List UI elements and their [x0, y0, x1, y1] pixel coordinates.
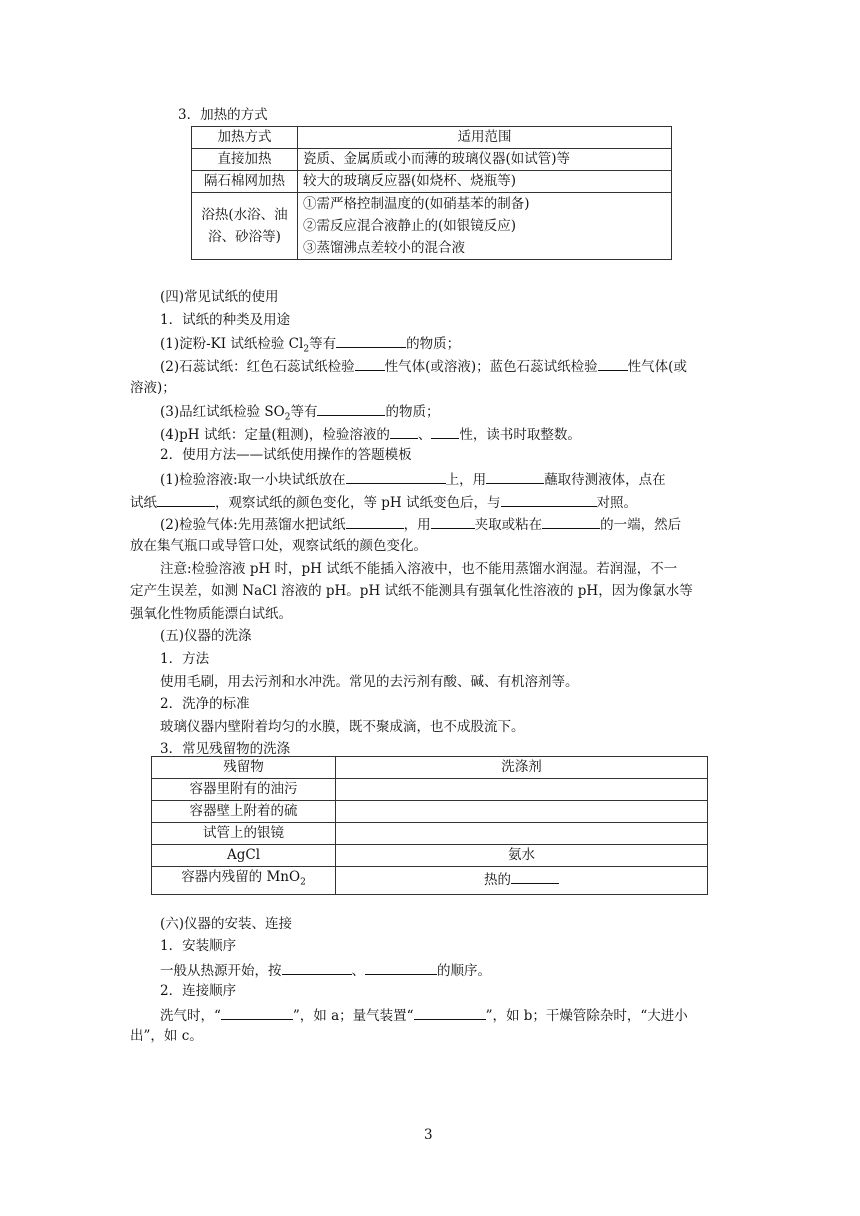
- fill-blank: [511, 869, 559, 884]
- text-line: [160, 424, 581, 444]
- text: 热的: [484, 872, 511, 889]
- note-line: 强氧化性物质能漂白试纸。: [130, 606, 292, 622]
- fill-blank: [355, 356, 385, 371]
- note-line: 注意:检验溶液 pH 时，pH 试纸不能插入溶液中，也不能用蒸馏水润湿。若润湿，不一: [160, 561, 678, 577]
- text: ”，如 b；干燥管除杂时，“大进小: [485, 1008, 688, 1024]
- text: 洗气时，“: [160, 1008, 221, 1024]
- fill-blank: [336, 333, 406, 348]
- subheading: 2．使用方法——试纸使用操作的答题模板: [160, 447, 412, 463]
- table-cell: 试管上的银镜: [152, 823, 336, 845]
- fill-blank: [431, 514, 475, 529]
- cell-line: 浴、砂浴等): [208, 229, 281, 245]
- table-row: [152, 801, 708, 823]
- cell-line: ①需严格控制温度的(如硝基苯的制备): [303, 196, 530, 212]
- text: 试纸: [130, 495, 157, 511]
- table-cell: 较大的玻璃反应器(如烧杯、烧瓶等): [298, 171, 672, 193]
- text-line: 放在集气瓶口或导管口处，观察试纸的颜色变化。: [130, 538, 427, 554]
- subheading: 1．试纸的种类及用途: [160, 312, 291, 328]
- text: ，用: [403, 517, 431, 533]
- text-line: [160, 1005, 688, 1025]
- text: 等有: [309, 336, 337, 352]
- table-cell: [336, 823, 708, 845]
- subscript: 2: [284, 412, 291, 423]
- fill-blank: [390, 424, 418, 439]
- table-cell: 直接加热: [192, 149, 298, 171]
- section-heading: (五)仪器的洗涤: [160, 628, 252, 644]
- text: (3)品红试纸检验 SO: [160, 404, 285, 420]
- text-line: [160, 333, 460, 359]
- text-line: [160, 401, 439, 427]
- subscript: 2: [300, 877, 306, 888]
- residue-washing-table: [151, 756, 708, 895]
- text: (2)检验气体:先用蒸馏水把试纸: [160, 517, 346, 533]
- fill-blank: [365, 960, 437, 975]
- subheading: 2．连接顺序: [160, 983, 237, 999]
- table-cell: 瓷质、金属质或小而薄的玻璃仪器(如试管)等: [298, 149, 672, 171]
- text: 蘸取待测液体，点在: [544, 472, 666, 488]
- text: 性气体(或溶液)；蓝色石蕊试纸检验: [384, 359, 598, 375]
- table-cell: [152, 867, 336, 895]
- note-line: 定产生误差，如测 NaCl 溶液的 pH。pH 试纸不能测具有强氧化性溶液的 pH，因为像氯水等: [130, 583, 693, 599]
- text: ”，如 a；量气装置“: [292, 1008, 414, 1024]
- section-heading: (六)仪器的安装、连接: [160, 916, 293, 932]
- table-row: [152, 779, 708, 801]
- fill-blank: [486, 469, 544, 484]
- fill-blank: [317, 401, 385, 416]
- text-line: [160, 469, 666, 489]
- text: 的顺序。: [437, 963, 491, 979]
- fill-blank: [542, 514, 600, 529]
- text-line: 溶液)；: [130, 380, 176, 396]
- text-line: [130, 492, 637, 512]
- table-row: [192, 193, 672, 260]
- text: 的物质；: [385, 404, 440, 420]
- text: 、: [351, 963, 365, 979]
- fill-blank: [157, 492, 215, 507]
- subheading: 1．安装顺序: [160, 938, 237, 954]
- heating-methods-table: [191, 126, 672, 260]
- table-header-cell: 适用范围: [298, 127, 672, 149]
- text-line: [160, 356, 687, 376]
- table-cell: [336, 801, 708, 823]
- text: 上，用: [445, 472, 487, 488]
- table-cell: 容器里附有的油污: [152, 779, 336, 801]
- text: 的一端，然后: [600, 517, 682, 533]
- text-line: [160, 514, 681, 534]
- section-heading: 3．加热的方式: [178, 107, 268, 123]
- table-cell: [192, 193, 298, 260]
- text: 的物质；: [406, 336, 461, 352]
- table-header-row: [192, 127, 672, 149]
- table-cell: 氨水: [336, 845, 708, 867]
- fill-blank: [282, 960, 352, 975]
- section-heading: (四)常见试纸的使用: [160, 289, 279, 305]
- subheading: 3．常见残留物的洗涤: [160, 741, 291, 757]
- subheading: 1．方法: [160, 651, 210, 667]
- text: (1)淀粉-KI 试纸检验 Cl: [160, 336, 304, 352]
- text: 对照。: [596, 495, 637, 511]
- subscript: 2: [303, 344, 310, 355]
- fill-blank: [501, 492, 597, 507]
- table-cell: [336, 867, 708, 895]
- text: (4)pH 试纸：定量(粗测)，检验溶液的: [160, 427, 390, 443]
- text: (1)检验溶液:取一小块试纸放在: [160, 472, 346, 488]
- fill-blank: [414, 1005, 486, 1020]
- fill-blank: [431, 424, 459, 439]
- subheading: 2．洗净的标准: [160, 696, 250, 712]
- text: 性气体(或: [627, 359, 687, 375]
- text: 性，读书时取整数。: [459, 427, 581, 443]
- table-cell: 容器壁上附着的硫: [152, 801, 336, 823]
- fill-blank: [346, 514, 404, 529]
- table-cell: AgCl: [152, 845, 336, 867]
- cell-line: ③蒸馏沸点差较小的混合液: [303, 240, 465, 256]
- table-cell: [336, 779, 708, 801]
- table-cell: [298, 193, 672, 260]
- table-row: [192, 149, 672, 171]
- page-number: 3: [424, 1127, 433, 1143]
- text-line: 使用毛刷，用去污剂和水冲洗。常见的去污剂有酸、碱、有机溶剂等。: [160, 674, 579, 690]
- table-row: [152, 823, 708, 845]
- text: 容器内残留的 MnO: [181, 869, 301, 885]
- fill-blank: [221, 1005, 293, 1020]
- text-line: 出”，如 c。: [130, 1028, 203, 1044]
- text: 、: [417, 427, 432, 443]
- text: 夹取或粘在: [474, 517, 543, 533]
- table-row: [192, 171, 672, 193]
- table-header-row: [152, 757, 708, 779]
- text: ，观察试纸的颜色变化，等 pH 试纸变色后，与: [215, 495, 501, 511]
- table-row: [152, 867, 708, 895]
- cell-line: 浴热(水浴、油: [201, 207, 288, 223]
- text: 一般从热源开始，按: [160, 963, 282, 979]
- text-line: 玻璃仪器内壁附着均匀的水膜，既不聚成滴，也不成股流下。: [160, 719, 525, 735]
- cell-line: ②需反应混合液静止的(如银镜反应): [303, 218, 517, 234]
- table-header-cell: 洗涤剂: [336, 757, 708, 779]
- table-header-cell: 加热方式: [192, 127, 298, 149]
- fill-blank: [346, 469, 446, 484]
- text: (2)石蕊试纸：红色石蕊试纸检验: [160, 359, 355, 375]
- fill-blank: [598, 356, 628, 371]
- table-header-cell: 残留物: [152, 757, 336, 779]
- text-line: [160, 960, 491, 980]
- table-cell: 隔石棉网加热: [192, 171, 298, 193]
- text: 等有: [290, 404, 318, 420]
- table-row: [152, 845, 708, 867]
